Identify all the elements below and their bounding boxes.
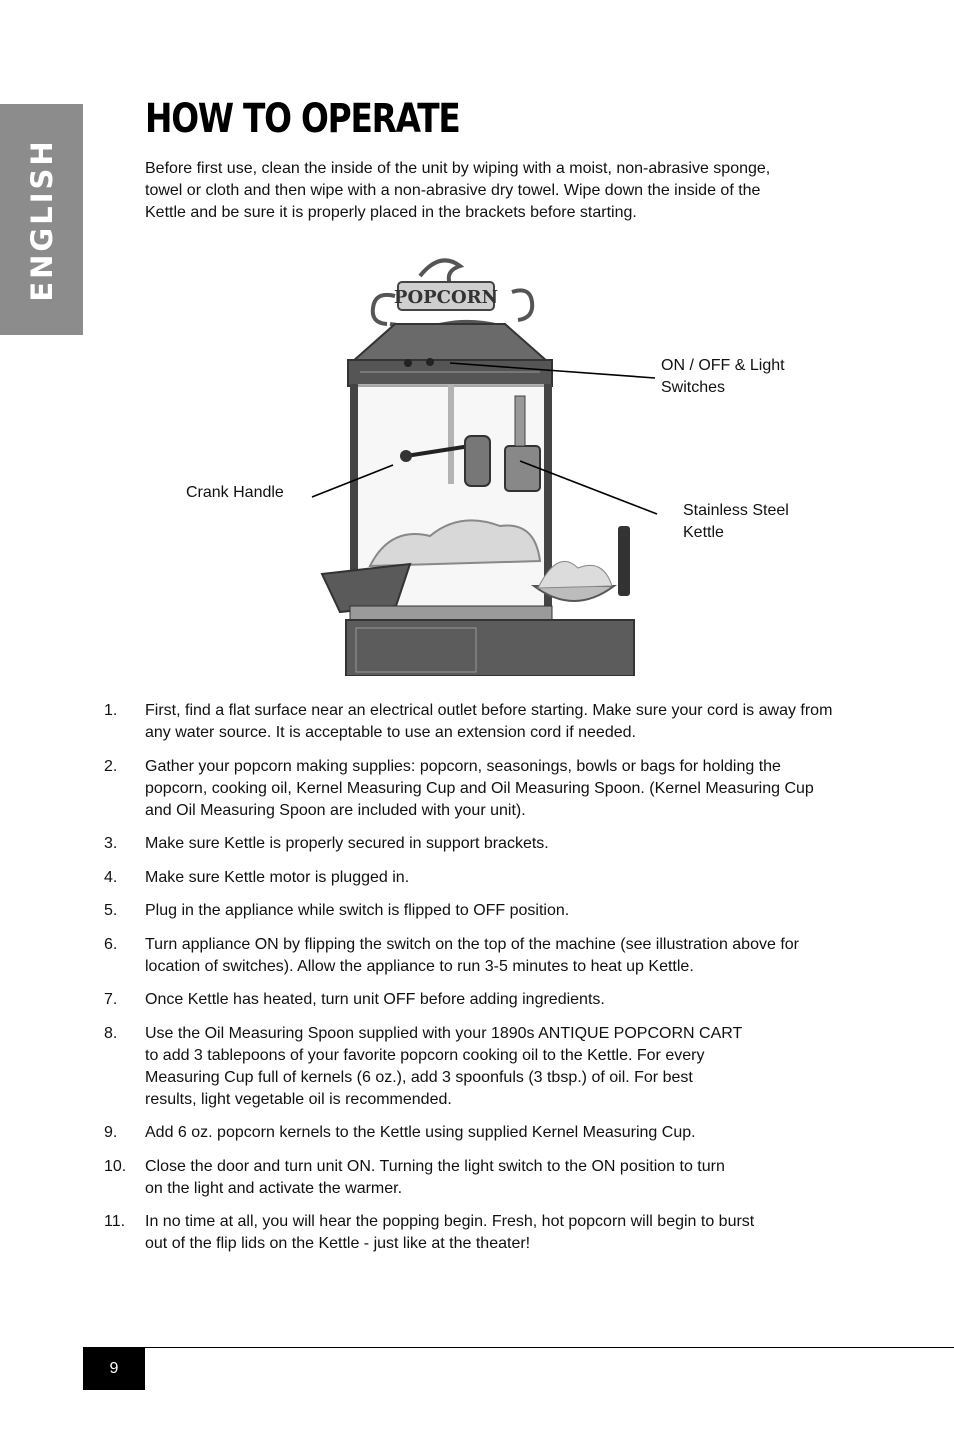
list-item	[100, 934, 840, 978]
step-number: 11.	[104, 1213, 126, 1230]
callout-kettle: Stainless Steel Kettle	[683, 502, 789, 541]
sign-text: POPCORN	[393, 287, 499, 308]
step-number: 3.	[104, 835, 118, 852]
step-number: 1.	[104, 702, 118, 719]
list-item	[100, 900, 840, 922]
page-title: HOW TO OPERATE	[145, 96, 460, 142]
step-text: In no time at all, you will hear the popping begin. Fresh, hot popcorn will begin to burst out of the flip lids on the Kettle - just like at the theater!	[145, 1213, 755, 1252]
list-item	[100, 1023, 745, 1111]
list-item	[100, 989, 840, 1011]
footer-divider	[83, 1347, 954, 1348]
callout-crank-handle: Crank Handle	[186, 484, 284, 501]
callout-switches: ON / OFF & Light Switches	[661, 357, 785, 396]
language-tab-label: ENGLISH	[24, 137, 59, 302]
step-number: 9.	[104, 1124, 118, 1141]
step-text: Gather your popcorn making supplies: popcorn, seasonings, bowls or bags for holding the popcorn, cooking oil, Kernel Measuring Cup and Oil Measuring Spoon. (Kernel Measuring Cup and Oil Measuring Spoon are included with your unit).	[145, 757, 814, 819]
popcorn-cart-illustration	[300, 256, 640, 676]
step-text: Plug in the appliance while switch is flipped to OFF position.	[145, 902, 570, 919]
step-number: 8.	[104, 1024, 118, 1042]
list-item	[100, 1156, 725, 1200]
step-text: Close the door and turn unit ON. Turning the light switch to the ON position to turn on the light and activate the warmer.	[145, 1157, 725, 1197]
step-number: 10.	[104, 1157, 127, 1175]
instruction-steps	[100, 700, 840, 1267]
step-text: Make sure Kettle motor is plugged in.	[145, 868, 410, 886]
step-number: 7.	[104, 991, 118, 1008]
step-number: 2.	[104, 757, 118, 775]
step-text: Use the Oil Measuring Spoon supplied with your 1890s ANTIQUE POPCORN CART to add 3 tablepoons of your favorite popcorn cooking oil to the Kettle. For every Measuring Cup full of kernels (6 oz.), add 3 spoonfuls (3 tbsp.) of oil. For best results, light vegetable oil is recommended.	[145, 1024, 742, 1108]
list-item	[100, 700, 840, 744]
list-item	[100, 756, 840, 822]
step-text: Make sure Kettle is properly secured in support brackets.	[145, 835, 549, 852]
step-text: Once Kettle has heated, turn unit OFF before adding ingredients.	[145, 991, 605, 1008]
step-text: Add 6 oz. popcorn kernels to the Kettle using supplied Kernel Measuring Cup.	[145, 1124, 696, 1141]
list-item	[100, 833, 840, 855]
step-number: 6.	[104, 935, 118, 953]
step-number: 5.	[104, 902, 118, 919]
step-text: First, find a flat surface near an electrical outlet before starting. Make sure your cord is away from any water source. It is acceptable to use an extension cord if needed.	[145, 702, 833, 741]
list-item	[100, 1122, 840, 1144]
intro-paragraph: Before first use, clean the inside of the unit by wiping with a moist, non-abrasive sponge, towel or cloth and then wipe with a non-abrasive dry towel. Wipe down the inside of the Kettle and be sure it is properly placed in the brackets before starting.	[145, 160, 771, 221]
list-item	[100, 1211, 755, 1255]
step-text: Turn appliance ON by flipping the switch on the top of the machine (see illustration above for location of switches). Allow the appliance to run 3-5 minutes to heat up Kettle.	[145, 935, 799, 975]
page-number: 9	[83, 1348, 145, 1390]
language-tab	[0, 104, 83, 335]
step-number: 4.	[104, 868, 118, 886]
list-item	[100, 867, 840, 889]
